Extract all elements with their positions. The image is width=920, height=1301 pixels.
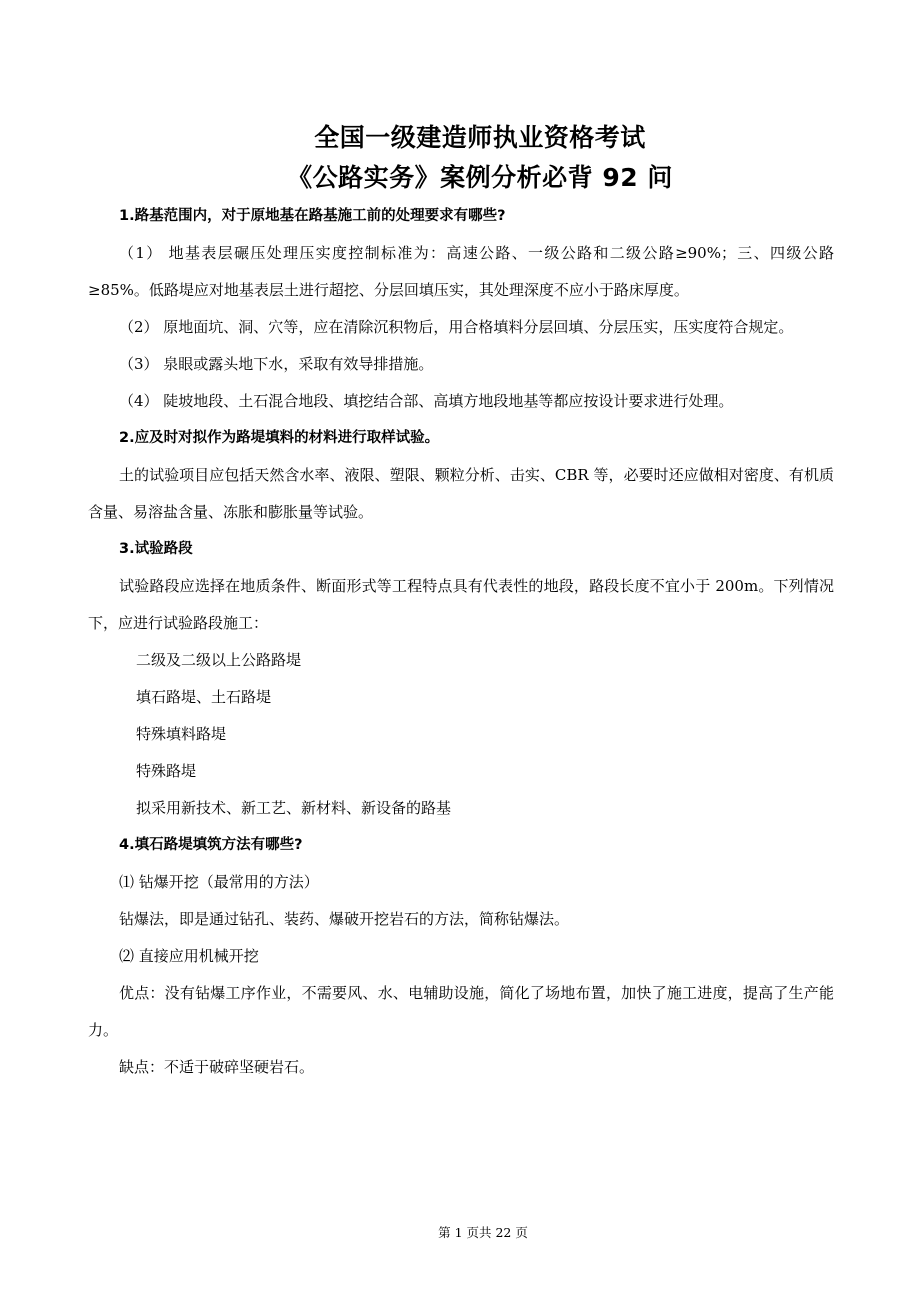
section-3-list-item-3: 特殊填料路堤 <box>136 725 227 743</box>
section-3-list-item-1: 二级及二级以上公路路堤 <box>136 651 302 669</box>
section-1-item-4: （4） 陡坡地段、土石混合地段、填挖结合部、高填方地段地基等都应按设计要求进行处理。 <box>119 392 734 410</box>
section-4-subheading-2: ⑵ 直接应用机械开挖 <box>119 947 259 965</box>
section-1-item-3: （3） 泉眼或露头地下水，采取有效导排措施。 <box>119 355 434 373</box>
section-4-subheading-1: ⑴ 钻爆开挖（最常用的方法） <box>119 873 319 891</box>
section-4-heading: 4.填石路堤填筑方法有哪些? <box>119 837 303 853</box>
section-4-advantages: 优点：没有钻爆工序作业，不需要风、水、电辅助设施，简化了场地布置，加快了施工进度，提高了生产能力。 <box>88 984 834 1039</box>
document-title <box>0 118 920 198</box>
section-1-item-2: （2） 原地面坑、洞、穴等，应在清除沉积物后，用合格填料分层回填、分层压实，压实度符合规定。 <box>119 318 794 336</box>
section-1-item-1: （1） 地基表层碾压处理压实度控制标准为：高速公路、一级公路和二级公路≥90%；三、四级公路≥85%。低路堤应对地基表层土进行超挖、分层回填压实，其处理深度不应小于路床厚度。 <box>88 244 834 299</box>
section-1-heading: 1.路基范围内，对于原地基在路基施工前的处理要求有哪些? <box>119 208 506 224</box>
section-3-paragraph: 试验路段应选择在地质条件、断面形式等工程特点具有代表性的地段，路段长度不宜小于 200m。下列情况下，应进行试验路段施工： <box>88 577 834 632</box>
section-4-paragraph-1: 钻爆法，即是通过钻孔、装药、爆破开挖岩石的方法，简称钻爆法。 <box>119 910 570 928</box>
document-body <box>88 198 834 1086</box>
section-3-heading: 3.试验路段 <box>119 541 193 557</box>
section-4-disadvantages: 缺点：不适于破碎坚硬岩石。 <box>119 1058 315 1076</box>
section-2-heading: 2.应及时对拟作为路堤填料的材料进行取样试验。 <box>119 430 440 446</box>
section-3-list-item-5: 拟采用新技术、新工艺、新材料、新设备的路基 <box>136 799 452 817</box>
page-footer: 第 1 页共 22 页 <box>438 1225 528 1240</box>
section-3-list-item-2: 填石路堤、土石路堤 <box>136 688 272 706</box>
section-3-list-item-4: 特殊路堤 <box>136 762 197 780</box>
section-2-paragraph: 土的试验项目应包括天然含水率、液限、塑限、颗粒分析、击实、CBR 等，必要时还应做相对密度、有机质含量、易溶盐含量、冻胀和膨胀量等试验。 <box>88 466 834 521</box>
title-line-1: 全国一级建造师执业资格考试 <box>314 123 646 152</box>
title-line-2: 《公路实务》案例分析必背 92 问 <box>287 163 673 192</box>
